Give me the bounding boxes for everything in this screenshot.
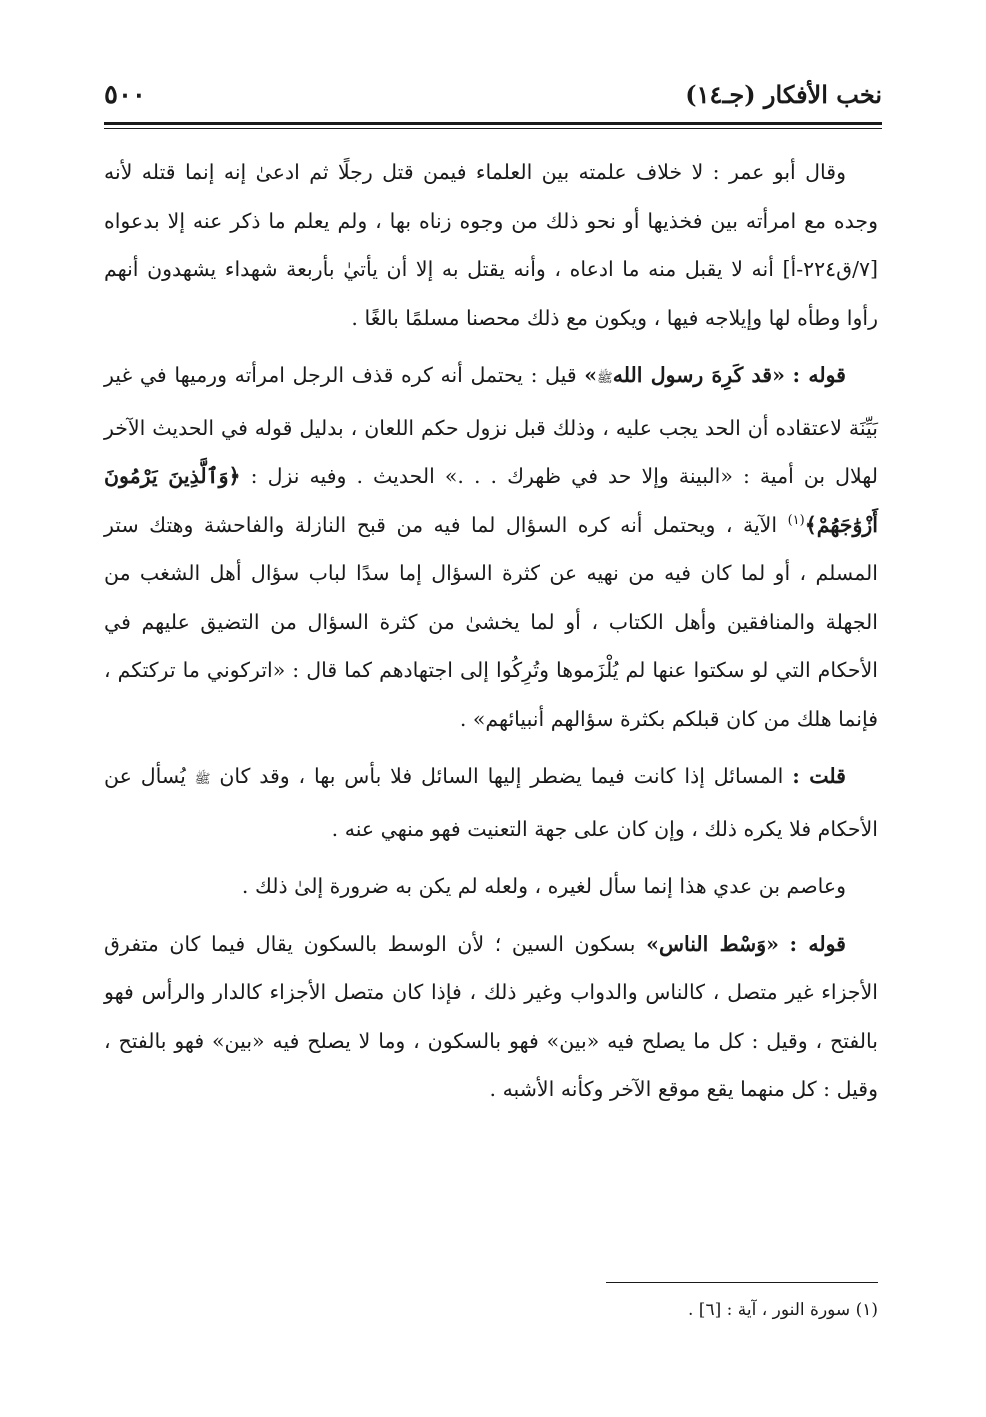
paragraph-1 (104, 148, 878, 342)
paragraph-text: الآية ، ويحتمل أنه كره السؤال لما فيه من قبح النازلة والفاحشة وهتك ستر المسلم ، أو لما كان فيه من نهيه عن كثرة السؤال إما سدًا لباب سؤال أهل الشغب من الجهلة والمنافقين وأهل الكتاب ، أو لما يخشىٰ من كثرة السؤال من التضيق عليهم في الأحكام التي لو سكتوا عنها لم يُلْزَموها وتُرِكُوا إلى اجتهادهم كما قال : «اتركوني ما تركتكم ، فإنما هلك من كان قبلكم بكثرة سؤالهم أنبيائهم» . (104, 512, 878, 731)
paragraph-lead: قلت : (792, 764, 846, 788)
footnote-text: (١) سورة النور ، آية : [٦] . (687, 1300, 878, 1320)
paragraph-text: المسائل إذا كانت فيما يضطر إليها السائل فلا بأس بها ، وقد كان (219, 764, 784, 788)
paragraph-text: قيل : يحتمل أنه كره قذف الرجل امرأته ورميها في غير بَيِّنَة لاعتقاده أن الحد يجب عليه ، وذلك قبل نزول حكم اللعان ، بدليل قوله في الحديث الآخر لهلال بن أمية : «البينة وإلا حد في ظهرك . . .» الحديث . وفيه نزل : (104, 363, 878, 488)
paragraph-lead: قوله : (792, 363, 846, 387)
header-rule-thick (104, 122, 882, 125)
header-rule-thin (104, 128, 882, 129)
hadith-quote-end: » (584, 363, 598, 387)
page-header (104, 78, 882, 118)
footnote (104, 1296, 878, 1324)
paragraph-3 (104, 752, 878, 853)
paragraph-text: وقال أبو عمر : لا خلاف علمته بين العلماء فيمن قتل رجلًا ثم ادعىٰ إنه إنما قتله لأنه وجده مع امرأته بين فخذيها أو نحو ذلك من وجوه زناه بها ، ولم يعلم ما ذكر عنه إلا بدعواه [٧/ق٢٢٤-أ] أنه لا يقبل منه ما ادعاه ، وأنه يقتل به إلا أن يأتيٰ بأربعة شهداء يشهدون أنهم رأوا وطأه لها وإيلاجه فيها ، ويكون مع ذلك محصنا مسلمًا بالغًا . (104, 160, 878, 330)
hadith-quote: «قد كَرِهَ رسول الله (612, 363, 785, 387)
quran-verse: ﴿وَٱلَّذِينَ يَرْمُونَ أَزْوَٰجَهُمْ﴾ (104, 464, 878, 537)
term-quote: «وَسْط الناس» (646, 931, 779, 956)
main-text (104, 148, 878, 1123)
page-number: ٥٠٠ (104, 80, 146, 110)
paragraph-text: يُسأل عن الأحكام فلا يكره ذلك ، وإن كان على جهة التعنيت فهو منهي عنه . (104, 764, 878, 841)
footnote-reference[interactable]: (١) (787, 512, 805, 528)
paragraph-lead: قوله : (789, 931, 846, 956)
paragraph-2 (104, 351, 878, 743)
paragraph-4 (104, 862, 878, 911)
book-title: نخب الأفكار (جـ١٤) (685, 80, 882, 109)
paragraph-text: بسكون السين ؛ لأن الوسط بالسكون يقال فيما كان متفرق الأجزاء غير متصل ، كالناس والدواب وغير ذلك ، فإذا كان متصل الأجزاء كالدار والرأس فهو بالفتح ، وقيل : كل ما يصلح فيه «بين» فهو بالسكون ، وما لا يصلح فيه «بين» فهو بالفتح ، وقيل : كل منهما يقع موقع الآخر وكأنه الأشبه . (104, 931, 878, 1101)
paragraph-text: وعاصم بن عدي هذا إنما سأل لغيره ، ولعله لم يكن به ضرورة إلىٰ ذلك . (241, 874, 846, 898)
footnote-rule (606, 1282, 878, 1283)
salla-glyph: ﷺ (194, 772, 211, 787)
salla-glyph: ﷺ (597, 371, 613, 386)
paragraph-5 (104, 920, 878, 1114)
